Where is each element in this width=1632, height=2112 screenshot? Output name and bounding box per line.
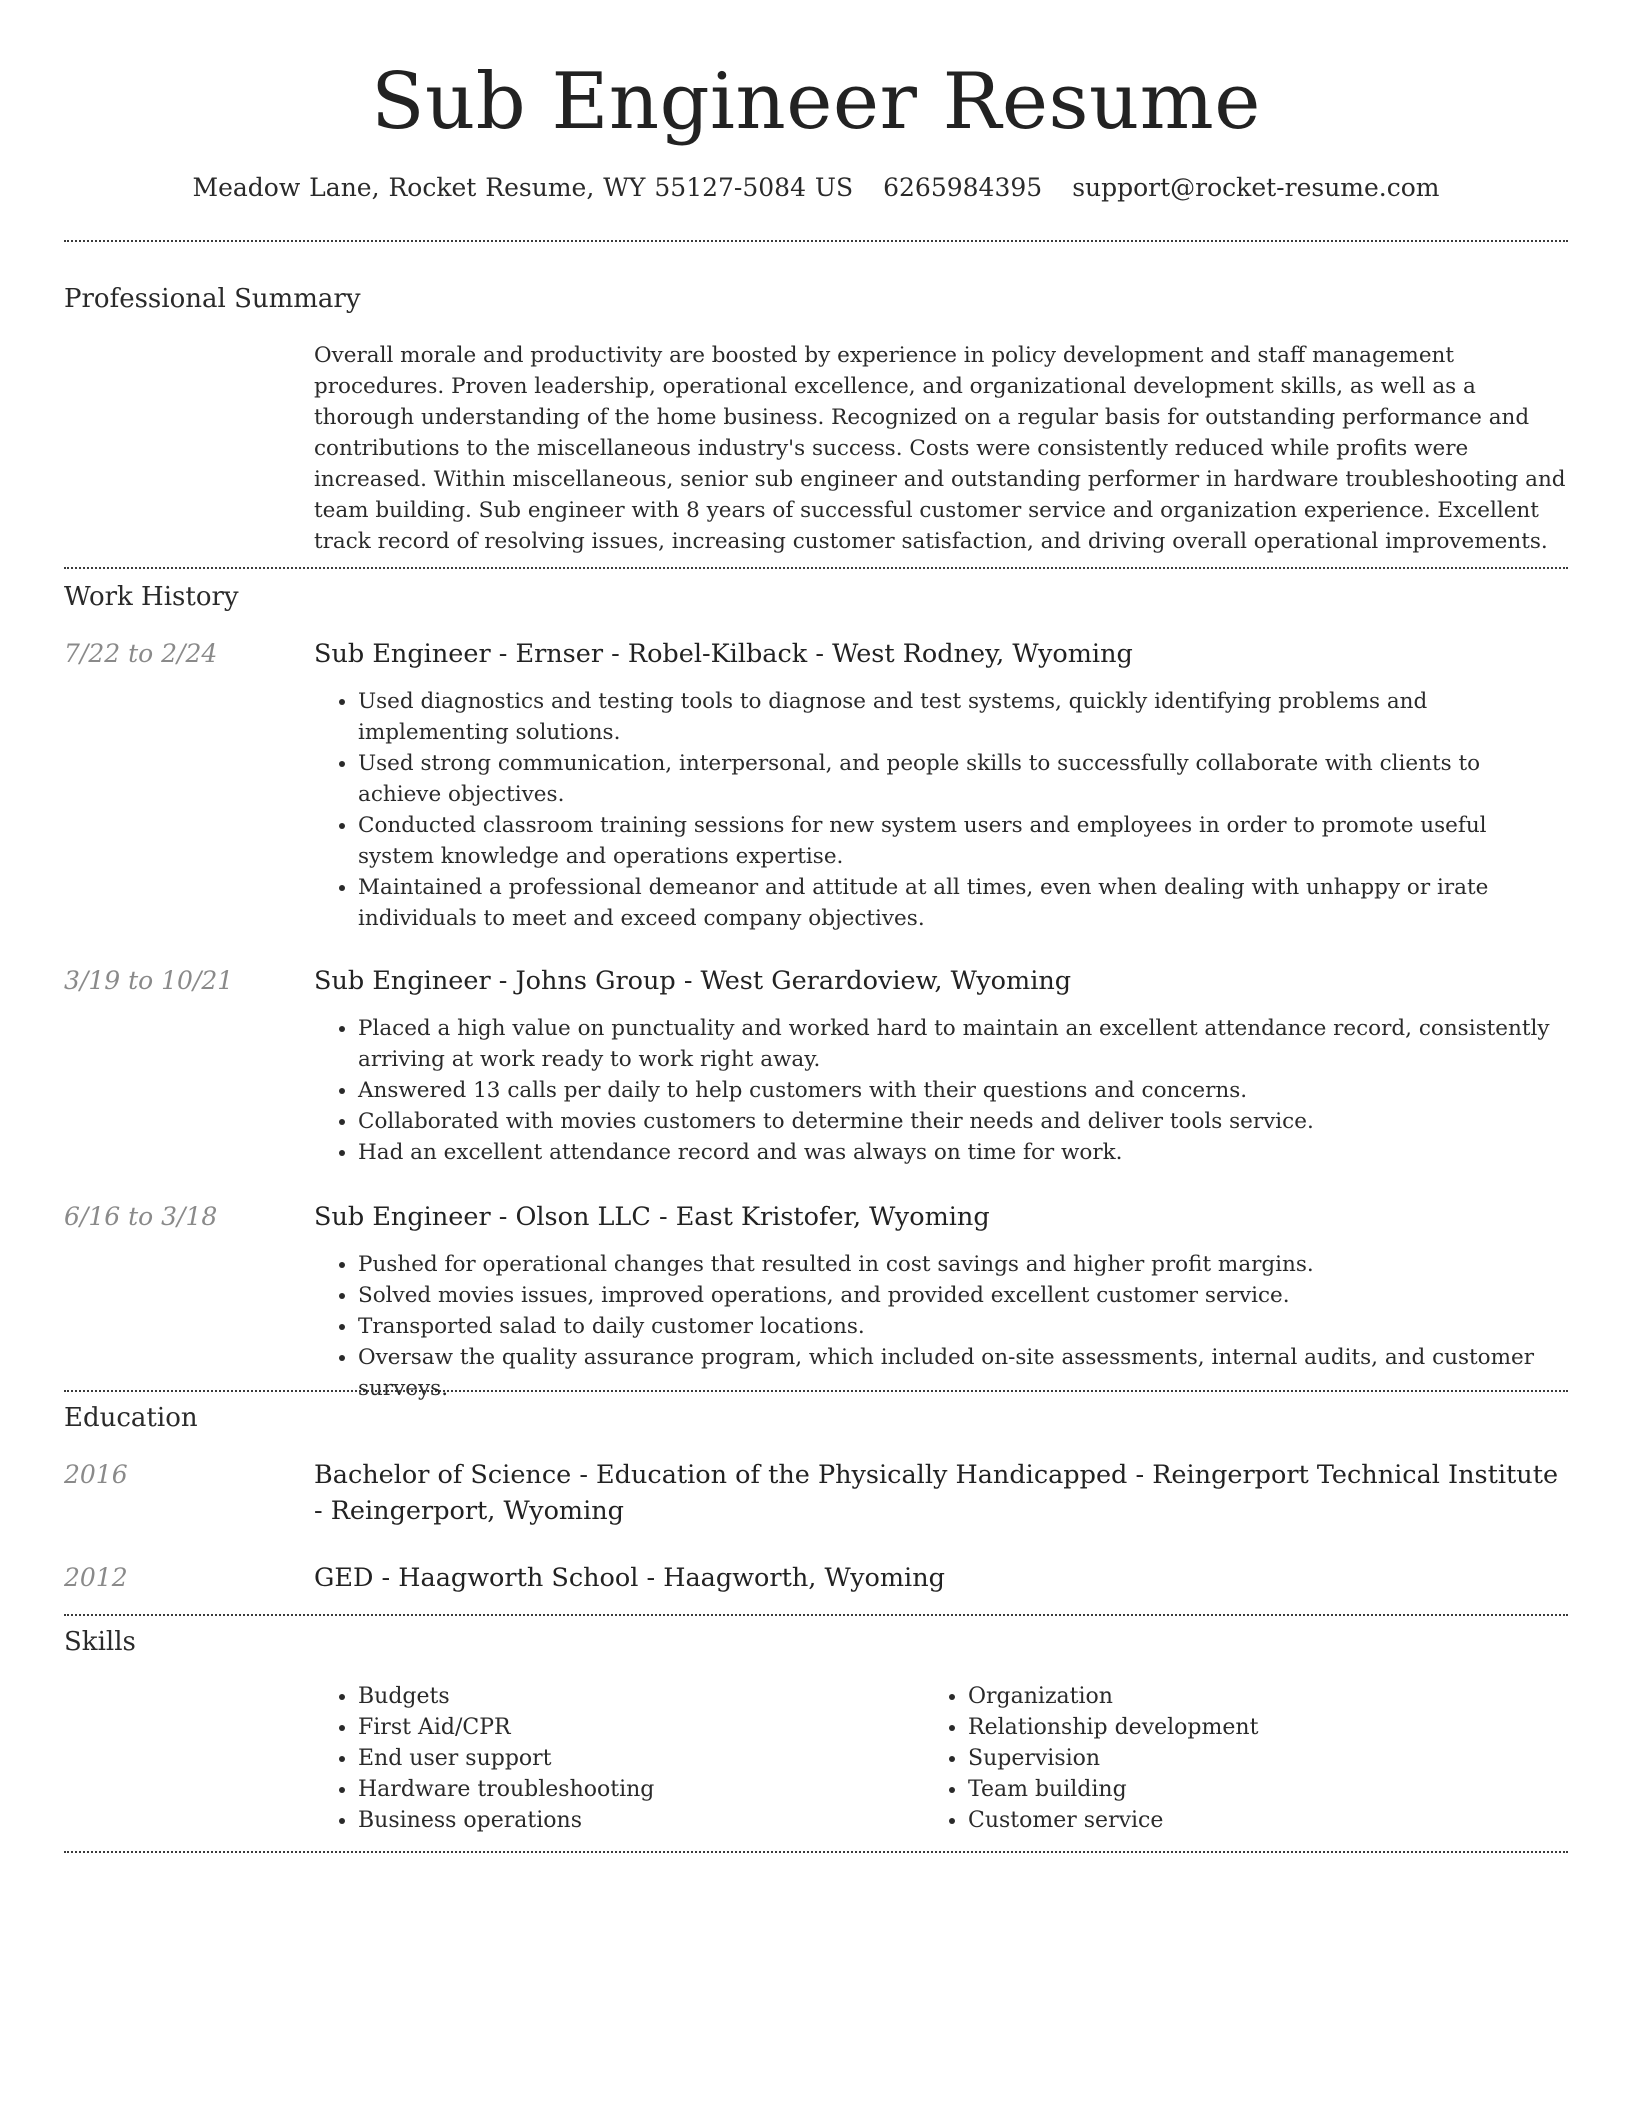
contact-line <box>0 170 1632 206</box>
contact-email[interactable]: support@rocket-resume.com <box>1072 173 1440 202</box>
skill-item: • Business operations <box>358 1805 918 1836</box>
job-bullets <box>314 1249 1566 1404</box>
job-bullet: • Used diagnostics and testing tools to diagnose and test systems, quickly identifying problems and implementing solutions. <box>358 686 1566 748</box>
job-dates: 3/19 to 10/21 <box>64 966 234 995</box>
skill-item: • End user support <box>358 1743 918 1774</box>
section-divider <box>64 1390 1568 1392</box>
job-bullet: • Maintained a professional demeanor and attitude at all times, even when dealing with unhappy or irate individuals to meet and exceed company objectives. <box>358 872 1566 934</box>
job-bullet: • Oversaw the quality assurance program, which included on-site assessments, internal audits, and customer surveys. <box>358 1342 1566 1404</box>
education-year: 2012 <box>64 1563 128 1592</box>
skill-item: • Hardware troubleshooting <box>358 1774 918 1805</box>
job-title: Sub Engineer - Ernser - Robel-Kilback - West Rodney, Wyoming <box>314 639 1133 669</box>
job-bullets <box>314 1013 1566 1168</box>
job-title: Sub Engineer - Johns Group - West Gerardoview, Wyoming <box>314 966 1072 996</box>
job-bullet: • Used strong communication, interpersonal, and people skills to successfully collaborate with clients to achieve objectives. <box>358 748 1566 810</box>
contact-phone: 6265984395 <box>883 173 1043 202</box>
skills-list-left <box>314 1681 918 1836</box>
job-bullet: • Solved movies issues, improved operations, and provided excellent customer service. <box>358 1280 1566 1311</box>
resume-title: Sub Engineer Resume <box>371 57 1261 147</box>
job-bullet: • Had an excellent attendance record and was always on time for work. <box>358 1137 1566 1168</box>
job-bullet: • Answered 13 calls per daily to help customers with their questions and concerns. <box>358 1075 1566 1106</box>
contact-address: Meadow Lane, Rocket Resume, WY 55127-5084 US <box>192 173 854 202</box>
job-dates: 6/16 to 3/18 <box>64 1202 218 1231</box>
skill-item: • Supervision <box>968 1743 1568 1774</box>
job-dates: 7/22 to 2/24 <box>64 639 218 668</box>
skill-item: • Customer service <box>968 1805 1568 1836</box>
skill-item: • Team building <box>968 1774 1568 1805</box>
education-entry: GED - Haagworth School - Haagworth, Wyoming <box>314 1563 945 1593</box>
skill-item: • Organization <box>968 1681 1568 1712</box>
job-bullet: • Transported salad to daily customer locations. <box>358 1311 1566 1342</box>
job-bullets <box>314 686 1566 934</box>
job-title: Sub Engineer - Olson LLC - East Kristofer, Wyoming <box>314 1202 990 1232</box>
section-divider <box>64 1851 1568 1853</box>
work-heading: Work History <box>64 582 239 612</box>
summary-text: Overall morale and productivity are boosted by experience in policy development and staff management procedures. Proven leadership, operational excellence, and organizational development skills, as well as a thorough understanding of the home business. Recognized on a regular basis for outstanding performance and contributions to the miscellaneous industry's success. Costs were consistently reduced while profits were increased. Within miscellaneous, senior sub engineer and outstanding performer in hardware troubleshooting and team building. Sub engineer with 8 years of successful customer service and organization experience. Excellent track record of resolving issues, increasing customer satisfaction, and driving overall operational improvements. <box>314 343 1566 554</box>
education-heading: Education <box>64 1403 198 1433</box>
job-bullet: • Pushed for operational changes that resulted in cost savings and higher profit margins. <box>358 1249 1566 1280</box>
skill-item: • Relationship development <box>968 1712 1568 1743</box>
section-divider <box>64 240 1568 242</box>
section-divider <box>64 567 1568 569</box>
skill-item: • First Aid/CPR <box>358 1712 918 1743</box>
education-entry: Bachelor of Science - Education of the Physically Handicapped - Reingerport Technical Institute - Reingerport, Wyoming <box>314 1460 1559 1526</box>
skills-list-right <box>924 1681 1568 1836</box>
job-bullet: • Placed a high value on punctuality and worked hard to maintain an excellent attendance record, consistently arriving at work ready to work right away. <box>358 1013 1566 1075</box>
job-bullet: • Conducted classroom training sessions for new system users and employees in order to promote useful system knowledge and operations expertise. <box>358 810 1566 872</box>
skills-heading: Skills <box>64 1627 136 1657</box>
summary-heading: Professional Summary <box>64 284 361 314</box>
education-year: 2016 <box>64 1460 128 1489</box>
section-divider <box>64 1614 1568 1616</box>
skill-item: • Budgets <box>358 1681 918 1712</box>
job-bullet: • Collaborated with movies customers to determine their needs and deliver tools service. <box>358 1106 1566 1137</box>
